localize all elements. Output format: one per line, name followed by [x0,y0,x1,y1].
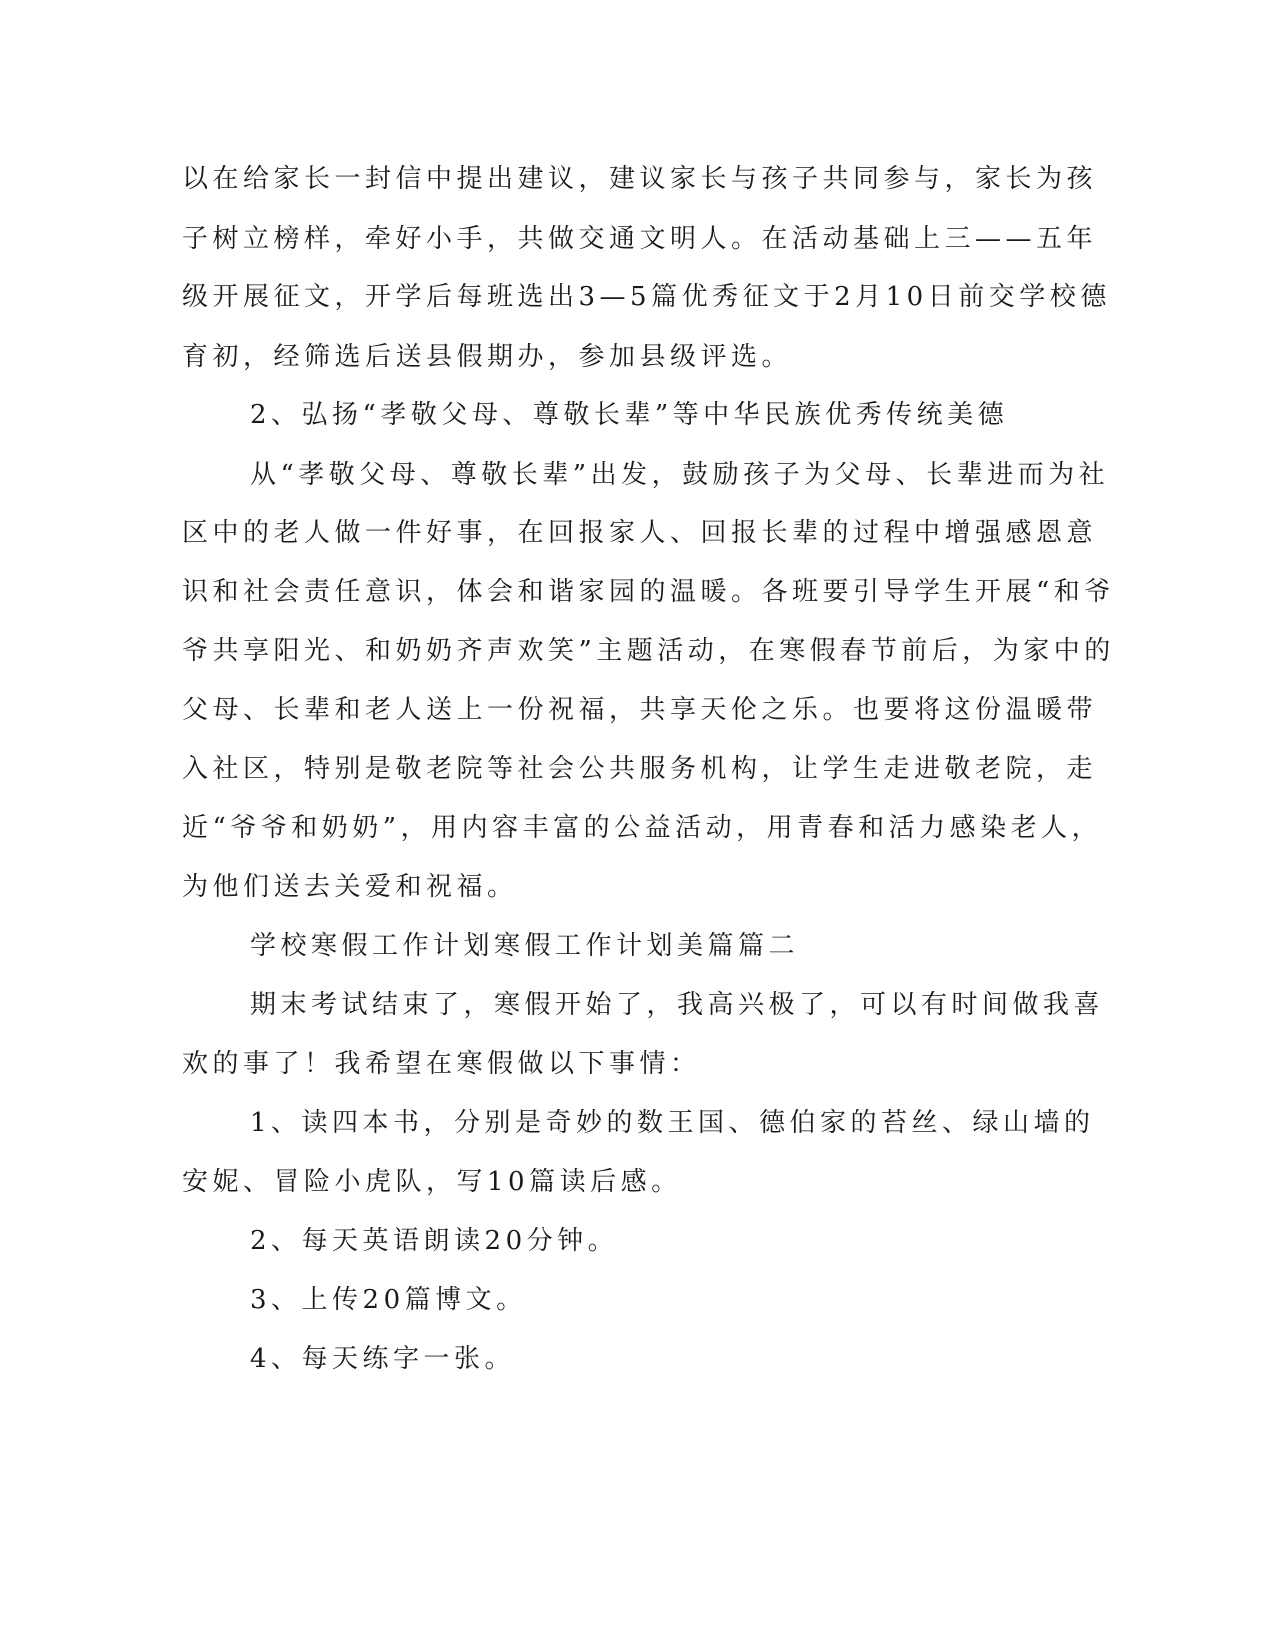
text-line: 育初，经筛选后送县假期办，参加县级评选。 [182,342,793,372]
text-line: 为他们送去关爱和祝福。 [182,872,518,902]
text-line: 子树立榜样，牵好小手，共做交通文明人。在活动基础上三——五年 [182,224,1098,254]
section-heading: 2、弘扬“孝敬父母、尊敬长辈”等中华民族优秀传统美德 [250,400,1009,430]
text-line: 期末考试结束了，寒假开始了，我高兴极了，可以有时间做我喜 [250,990,1105,1020]
text-line: 近“爷爷和奶奶”，用内容丰富的公益活动，用青春和活力感染老人， [182,813,1103,843]
text-line: 父母、长辈和老人送上一份祝福，共享天伦之乐。也要将这份温暖带 [182,695,1098,725]
list-item-continuation: 安妮、冒险小虎队，写10篇读后感。 [182,1167,682,1197]
list-item: 1、读四本书，分别是奇妙的数王国、德伯家的苔丝、绿山墙的 [250,1108,1095,1138]
text-line: 以在给家长一封信中提出建议，建议家长与孩子共同参与，家长为孩 [182,164,1098,194]
text-line: 欢的事了！我希望在寒假做以下事情： [182,1049,701,1079]
text-line: 区中的老人做一件好事，在回报家人、回报长辈的过程中增强感恩意 [182,518,1098,548]
list-item: 4、每天练字一张。 [250,1344,516,1374]
list-item: 3、上传20篇博文。 [250,1285,527,1315]
text-line: 入社区，特别是敬老院等社会公共服务机构，让学生走进敬老院，走 [182,754,1098,784]
text-line: 识和社会责任意识，体会和谐家园的温暖。各班要引导学生开展“和爷 [182,577,1115,607]
text-line: 爷共享阳光、和奶奶齐声欢笑”主题活动，在寒假春节前后，为家中的 [182,636,1115,666]
list-item: 2、每天英语朗读20分钟。 [250,1226,619,1256]
text-line: 级开展征文，开学后每班选出3—5篇优秀征文于2月10日前交学校德 [182,282,1111,312]
document-title: 学校寒假工作计划寒假工作计划美篇篇二 [250,931,800,961]
text-line: 从“孝敬父母、尊敬长辈”出发，鼓励孩子为父母、长辈进而为社 [250,460,1110,490]
